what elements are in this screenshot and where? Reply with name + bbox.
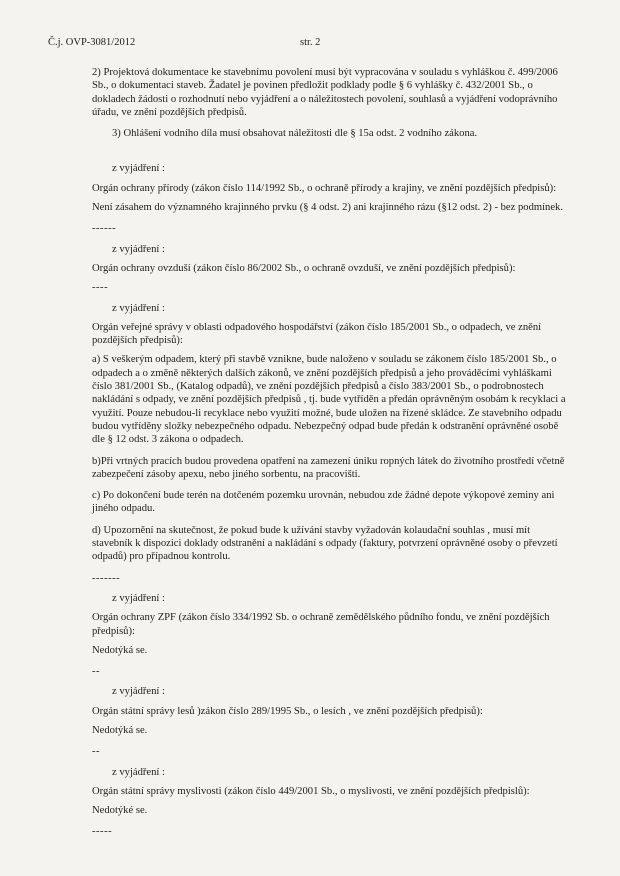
section-hunting-text: Nedotýké se. (92, 805, 148, 817)
separator: -- (92, 666, 101, 678)
paragraph-3: 3) Ohlášení vodního díla musí obsahovat náležitosti dle § 15a odst. 2 vodního zákona. (112, 128, 478, 140)
separator: -- (92, 746, 101, 758)
label-vyjadreni: z vyjádření : (112, 592, 165, 604)
section-zpf-text: Nedotýká se. (92, 644, 148, 656)
section-forest-text: Nedotýká se. (92, 724, 148, 736)
section-nature-text: Není zásahem do významného krajinného prvku (§ 4 odst. 2) ani krajinného rázu (§12 odst. 2) - bez podmínek. (92, 202, 563, 214)
label-vyjadreni: z vyjádření : (112, 163, 165, 175)
section-hunting-org: Orgán státní správy myslivosti (zákon číslo 449/2001 Sb., o myslivosti, ve znění pozdějších předpislů): (92, 785, 530, 797)
section-waste-a: a) S veškerým odpadem, který při stavbě vznikne, bude naloženo v souladu se zákonem číslo 185/2001 Sb., o odpadech a o změně některých dalších zákonů, ve znění pozdějších předpisů a jeho prováděcími vyhláškami číslo 381/2001 Sb., (Katalog odpadů), ve znění pozdějších předpisů a číslo 383/2001 Sb., o podrobnostech nakládání s odpady, ve znění pozdějších předpisů , tj. bude vytříděn a předán oprávněným osobám k recyklaci a využití. Pouze nebudou-li recyklace nebo využití možné, bude uložen na řízené skládce. Ze stavebního odpadu budou vytříděny složky nebezpečného odpadu. Nebezpečný odpad bude předán k odstranění oprávněné osobě dle § 12 odst. 3 zákona o odpadech. (92, 354, 566, 446)
separator: ---- (92, 282, 109, 294)
section-forest-org: Orgán státní správy lesů )zákon číslo 289/1995 Sb., o lesích , ve znění pozdějších předpisů): (92, 705, 483, 717)
section-nature-org: Orgán ochrany přírody (zákon číslo 114/1992 Sb., o ochraně přírody a krajiny, ve znění pozdějších předpisů): (92, 182, 557, 194)
label-vyjadreni: z vyjádření : (112, 686, 165, 698)
section-waste-b: b)Při vrtných pracích budou provedena opatření na zamezení úniku ropných látek do životního prostředí včetně zabezpečení zásoby apexu, nebo jiného sorbentu, na pracovišti. (92, 455, 565, 480)
section-waste-d: d) Upozornění na skutečnost, že pokud bude k užívání stavby vyžadován kolaudační souhlas , musí mít stavebník k dispozici doklady odstranění a nakládání s odpady (faktury, potvrzení oprávněné osoby o převzetí odpadů) pro případnou kontrolu. (92, 524, 558, 563)
reference-number: Č.j. OVP-3081/2012 (48, 37, 136, 48)
section-air-org: Orgán ochrany ovzduší (zákon číslo 86/2002 Sb., o ochraně ovzduší, ve znění pozdějších předpisů): (92, 262, 516, 274)
paragraph-2: 2) Projektová dokumentace ke stavebnímu povolení musí být vypracována v souladu s vyhláškou č. 499/2006 Sb., o dokumentaci staveb. Žadatel je povinen předložit podklady podle § 6 vyhlášky č. 432/2001 Sb., o dokladech žádosti o rozhodnutí nebo vyjádření a o náležitostech povolení, souhlasů a vyjádření vodoprávního úřadu, ve znění pozdějších předpisů. (92, 67, 558, 118)
label-vyjadreni: z vyjádření : (112, 766, 165, 778)
label-vyjadreni: z vyjádření : (112, 243, 165, 255)
section-waste-c: c) Po dokončení bude terén na dotčeném pozemku urovnán, nebudou zde žádné depote výkopové zeminy ani jiného odpadu. (92, 490, 555, 515)
separator: ------- (92, 572, 121, 584)
section-waste-org: Orgán veřejné správy v oblasti odpadového hospodářství (zákon číslo 185/2001 Sb., o odpadech, ve znění pozdějších předpisů): (92, 321, 542, 347)
document-body (92, 66, 572, 846)
page-number: str. 2 (300, 37, 321, 48)
label-vyjadreni: z vyjádření : (112, 302, 165, 314)
section-zpf-org: Orgán ochrany ZPF (zákon číslo 334/1992 Sb. o ochraně zemědělského půdního fondu, ve znění pozdějších předpisů): (92, 612, 550, 637)
separator: ----- (92, 826, 113, 838)
separator: ------ (92, 223, 117, 235)
